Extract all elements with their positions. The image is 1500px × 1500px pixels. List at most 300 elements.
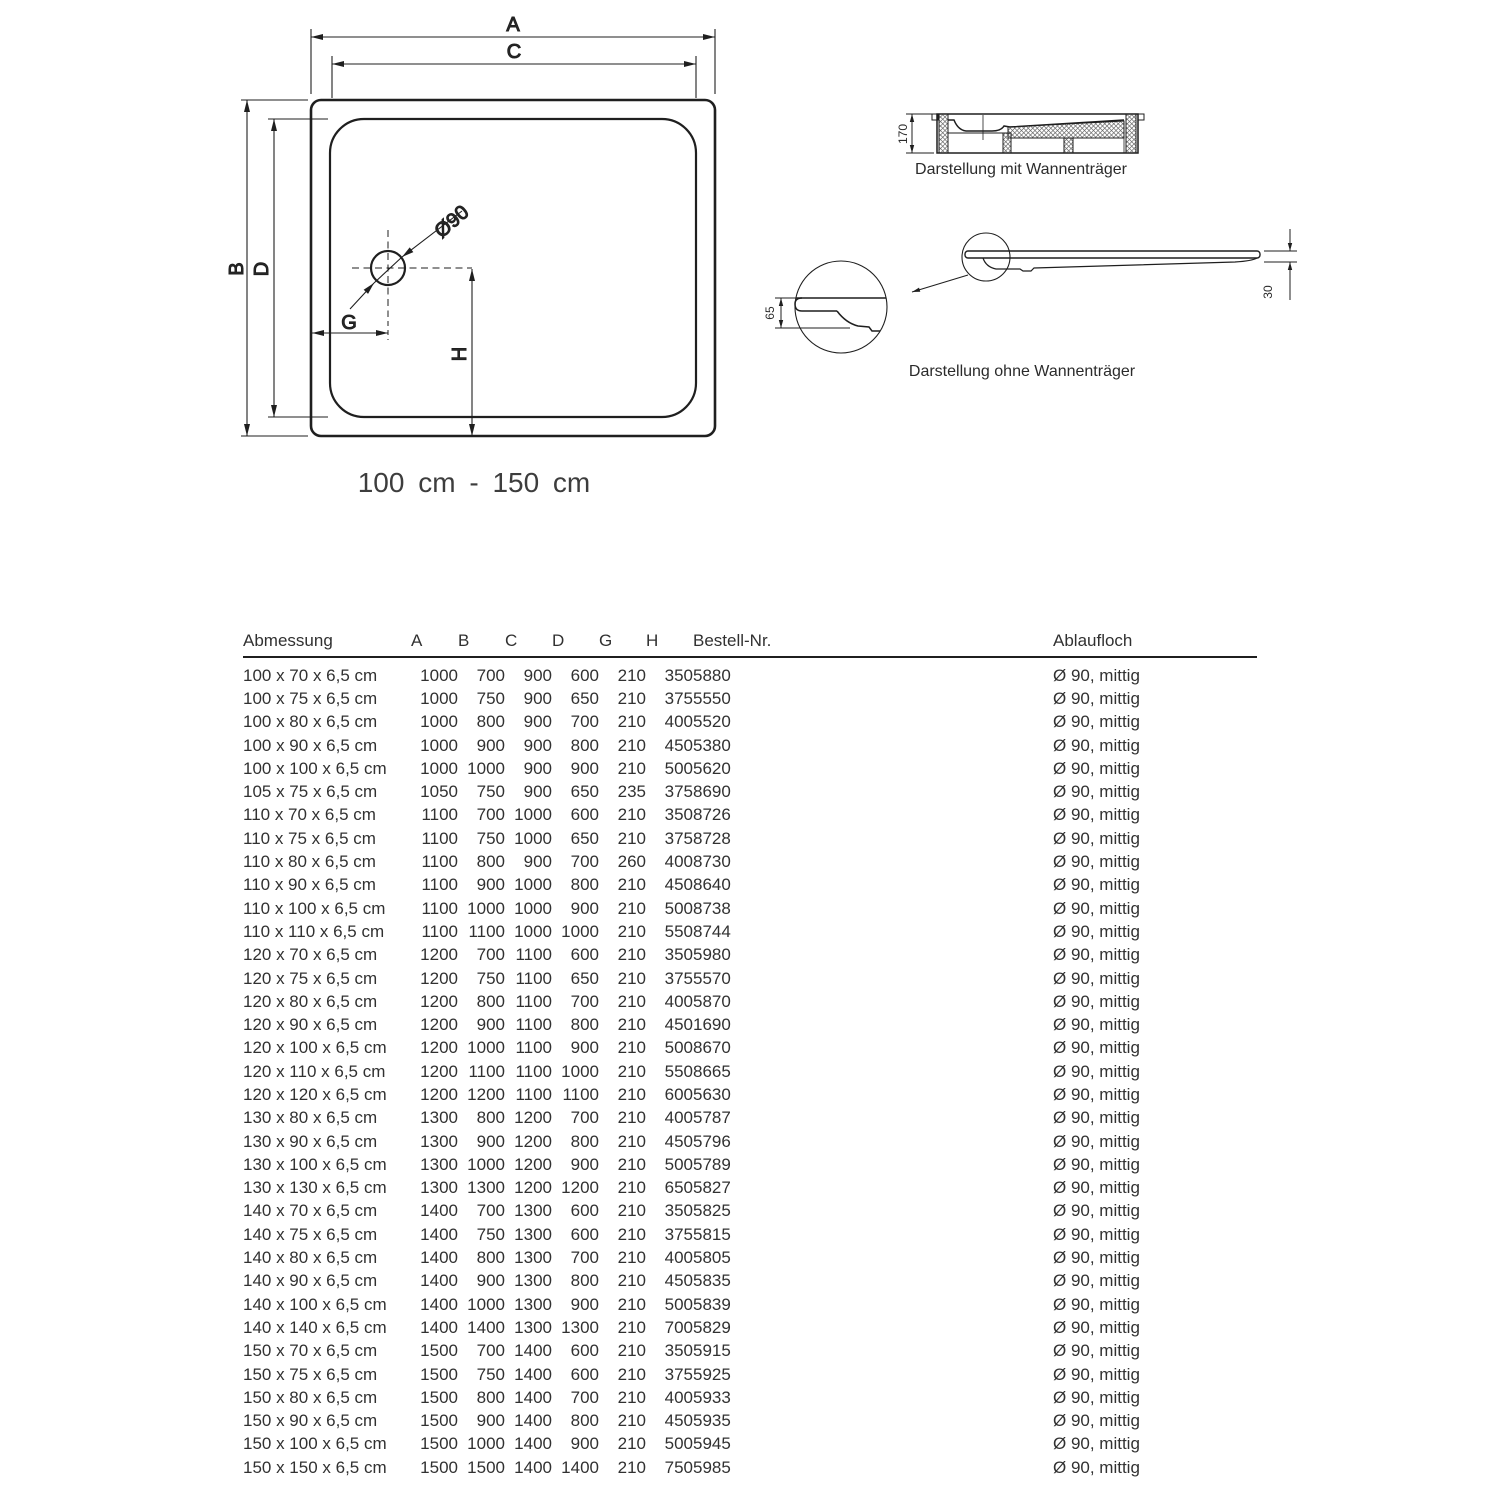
tray-inner-edge	[330, 119, 696, 417]
dim-d-cell: 700	[570, 1248, 599, 1268]
dim-g-cell: 210	[617, 758, 646, 778]
dim-b-cell: 800	[476, 991, 505, 1011]
ablaufloch-cell: Ø 90, mittig	[1053, 1178, 1140, 1198]
dim-h-cell: 500	[664, 1038, 693, 1058]
bestell-nr-cell: 5787	[693, 1108, 731, 1128]
ablaufloch-cell: Ø 90, mittig	[1053, 1038, 1140, 1058]
dim-g-cell: 210	[617, 875, 646, 895]
dim-c-cell: 900	[523, 688, 552, 708]
dim-b-cell: 900	[476, 1411, 505, 1431]
bestell-nr-cell: 5789	[693, 1154, 731, 1174]
ablaufloch-cell: Ø 90, mittig	[1053, 921, 1140, 941]
abmessung-cell: 105 x 75 x 6,5 cm	[243, 782, 378, 802]
dim-b-cell: 1500	[467, 1457, 505, 1477]
ablaufloch-cell: Ø 90, mittig	[1053, 1015, 1140, 1035]
table-row	[243, 850, 1257, 873]
bestell-nr-cell: 5835	[693, 1271, 731, 1291]
dim-h-cell: 450	[664, 735, 693, 755]
table-row	[243, 1340, 1257, 1363]
table-row	[243, 967, 1257, 990]
abmessung-cell: 110 x 80 x 6,5 cm	[243, 852, 376, 872]
support-wall-right	[1126, 114, 1136, 153]
table-row	[243, 687, 1257, 710]
dim-c-cell: 1000	[514, 828, 552, 848]
dim-h-cell: 400	[664, 1387, 693, 1407]
bestell-nr-cell: 5933	[693, 1387, 731, 1407]
dim-a-cell: 1300	[420, 1108, 458, 1128]
dim-d-cell: 900	[570, 1434, 599, 1454]
dim-h-cell: 350	[664, 945, 693, 965]
dim-d-cell: 700	[570, 1108, 599, 1128]
table-row	[243, 1153, 1257, 1176]
dim-c-cell: 1300	[514, 1271, 552, 1291]
dim-b-cell: 800	[476, 1387, 505, 1407]
dim-h-cell: 350	[664, 805, 693, 825]
dim-g-cell: 210	[617, 665, 646, 685]
table-row	[243, 711, 1257, 734]
table-row	[243, 734, 1257, 757]
dim-c-cell: 1400	[514, 1434, 552, 1454]
table-row	[243, 1456, 1257, 1479]
dim-a-cell: 1100	[421, 852, 458, 872]
col-header-ablaufloch: Ablaufloch	[1053, 621, 1257, 657]
ablaufloch-cell: Ø 90, mittig	[1053, 665, 1140, 685]
dim-d-cell: 600	[570, 1364, 599, 1384]
dim-a-cell: 1500	[420, 1411, 458, 1431]
dim-b-cell: 750	[476, 688, 505, 708]
ablaufloch-cell: Ø 90, mittig	[1053, 782, 1140, 802]
dim-d-cell: 1300	[561, 1317, 599, 1337]
ablaufloch-cell: Ø 90, mittig	[1053, 1271, 1140, 1291]
table-row	[243, 897, 1257, 920]
dim-g-cell: 210	[617, 1317, 646, 1337]
detail-leader	[912, 275, 968, 292]
dim-g-cell: 210	[617, 735, 646, 755]
dim-d	[268, 119, 328, 417]
dim-a-cell: 1400	[420, 1248, 458, 1268]
table-row	[243, 1433, 1257, 1456]
bestell-nr-cell: 5985	[693, 1457, 731, 1477]
dim-c-cell: 900	[523, 712, 552, 732]
ablaufloch-cell: Ø 90, mittig	[1053, 1364, 1140, 1384]
ablaufloch-cell: Ø 90, mittig	[1053, 1411, 1140, 1431]
dim-b-cell: 900	[476, 875, 505, 895]
bestell-nr-cell: 8690	[693, 782, 731, 802]
table-row	[243, 1177, 1257, 1200]
dim-b-cell: 1000	[467, 1294, 505, 1314]
table-header-row	[243, 621, 1257, 657]
bestell-nr-cell: 8728	[693, 828, 731, 848]
dim-a-cell: 1400	[420, 1317, 458, 1337]
support-beam	[1008, 121, 1124, 138]
dim-a-cell: 1100	[421, 875, 458, 895]
dim-b-cell: 1400	[467, 1317, 505, 1337]
dim-a-cell: 1000	[420, 665, 458, 685]
dim-d-cell: 1000	[561, 921, 599, 941]
dim-d-cell: 700	[570, 991, 599, 1011]
abmessung-cell: 150 x 75 x 6,5 cm	[243, 1364, 378, 1384]
dim-a-cell: 1400	[420, 1271, 458, 1291]
abmessung-cell: 100 x 75 x 6,5 cm	[243, 688, 378, 708]
dim-65-label: 65	[763, 306, 777, 320]
dim-g-cell: 210	[617, 1084, 646, 1104]
abmessung-cell: 150 x 150 x 6,5 cm	[243, 1457, 387, 1477]
dim-a-cell: 1100	[421, 805, 458, 825]
dim-d-cell: 800	[570, 1015, 599, 1035]
dim-g-cell: 210	[617, 898, 646, 918]
table-row	[243, 920, 1257, 943]
dim-c-cell: 1400	[514, 1341, 552, 1361]
bestell-nr-cell: 5915	[693, 1341, 731, 1361]
dim-h-cell: 450	[664, 1411, 693, 1431]
dim-h-cell: 400	[664, 712, 693, 732]
ablaufloch-cell: Ø 90, mittig	[1053, 991, 1140, 1011]
dim-g-cell: 210	[617, 1154, 646, 1174]
rim-tab-right	[1138, 114, 1144, 120]
dim-a-cell: 1400	[420, 1201, 458, 1221]
abmessung-cell: 120 x 90 x 6,5 cm	[243, 1015, 378, 1035]
table-row	[243, 1107, 1257, 1130]
abmessung-cell: 130 x 90 x 6,5 cm	[243, 1131, 378, 1151]
dim-b-cell: 750	[476, 1364, 505, 1384]
dim-c-cell: 1300	[514, 1248, 552, 1268]
bestell-nr-cell: 5380	[693, 735, 731, 755]
table-row	[243, 1246, 1257, 1269]
ablaufloch-cell: Ø 90, mittig	[1053, 1457, 1140, 1477]
dim-g-cell: 210	[617, 1341, 646, 1361]
dim-b-cell: 1000	[467, 758, 505, 778]
ablaufloch-cell: Ø 90, mittig	[1053, 1387, 1140, 1407]
dim-b-label: B	[226, 262, 248, 276]
dim-c-cell: 1200	[514, 1178, 552, 1198]
dim-170	[906, 114, 934, 153]
dim-b-cell: 1000	[467, 1434, 505, 1454]
table-row	[243, 1200, 1257, 1223]
dim-h-cell: 350	[664, 665, 693, 685]
dim-g-cell: 210	[617, 945, 646, 965]
dim-h-cell: 350	[664, 1201, 693, 1221]
dim-h-cell: 400	[664, 1248, 693, 1268]
support-leg-left	[1003, 133, 1011, 153]
dim-h-cell: 375	[664, 782, 693, 802]
dim-c-cell: 1100	[515, 1084, 552, 1104]
section-without-support	[775, 229, 1297, 353]
dim-g-cell: 210	[617, 1038, 646, 1058]
abmessung-cell: 130 x 100 x 6,5 cm	[243, 1154, 387, 1174]
dim-c-label: C	[506, 41, 522, 63]
ablaufloch-cell: Ø 90, mittig	[1053, 1084, 1140, 1104]
dim-b-cell: 1000	[467, 1038, 505, 1058]
abmessung-cell: 110 x 90 x 6,5 cm	[243, 875, 376, 895]
table-row	[243, 827, 1257, 850]
dim-c-cell: 900	[523, 665, 552, 685]
dim-30-label: 30	[1261, 285, 1275, 299]
technical-drawings	[0, 0, 1500, 600]
dim-g-cell: 210	[617, 1294, 646, 1314]
dim-g-cell: 210	[617, 1411, 646, 1431]
dim-a-cell: 1050	[420, 782, 458, 802]
abmessung-cell: 110 x 110 x 6,5 cm	[243, 921, 385, 941]
dim-h-cell: 375	[664, 828, 693, 848]
dim-b-cell: 1200	[467, 1084, 505, 1104]
table-row	[243, 1363, 1257, 1386]
table-row	[243, 1083, 1257, 1106]
ablaufloch-cell: Ø 90, mittig	[1053, 852, 1140, 872]
dim-g-cell: 260	[617, 852, 646, 872]
dim-c-cell: 1200	[514, 1154, 552, 1174]
dim-a-cell: 1200	[420, 1015, 458, 1035]
dim-h-label: H	[449, 346, 471, 362]
abmessung-cell: 150 x 90 x 6,5 cm	[243, 1411, 378, 1431]
dim-c-cell: 1400	[514, 1457, 552, 1477]
dim-c-cell: 1400	[514, 1364, 552, 1384]
dim-c-cell: 1200	[514, 1131, 552, 1151]
bestell-nr-cell: 5870	[693, 991, 731, 1011]
dim-a-cell: 1200	[420, 1084, 458, 1104]
abmessung-cell: 120 x 80 x 6,5 cm	[243, 991, 378, 1011]
dim-b-cell: 700	[476, 1201, 505, 1221]
table-row	[243, 657, 1257, 687]
abmessung-cell: 140 x 90 x 6,5 cm	[243, 1271, 378, 1291]
dim-a-cell: 1300	[420, 1178, 458, 1198]
bestell-nr-cell: 5925	[693, 1364, 731, 1384]
dim-g-cell: 210	[617, 921, 646, 941]
col-header-h: H	[646, 621, 693, 657]
dim-d-cell: 900	[570, 1154, 599, 1174]
bestell-nr-cell: 5815	[693, 1224, 731, 1244]
dim-a-cell: 1400	[420, 1294, 458, 1314]
table-row	[243, 1270, 1257, 1293]
dim-a-label: A	[506, 14, 520, 36]
table-row	[243, 1316, 1257, 1339]
ablaufloch-cell: Ø 90, mittig	[1053, 735, 1140, 755]
dim-a-cell: 1000	[420, 712, 458, 732]
dim-c-cell: 1300	[514, 1224, 552, 1244]
dim-c-cell: 900	[523, 735, 552, 755]
dim-c-cell: 1100	[515, 945, 552, 965]
dim-b-cell: 700	[476, 805, 505, 825]
dim-a-cell: 1000	[420, 735, 458, 755]
dim-c-cell: 1000	[514, 921, 552, 941]
abmessung-cell: 140 x 70 x 6,5 cm	[243, 1201, 378, 1221]
support-wall-left	[939, 114, 948, 153]
dim-b-cell: 800	[476, 852, 505, 872]
detail-zoom	[775, 261, 887, 353]
dim-b-cell: 750	[476, 1224, 505, 1244]
bestell-nr-cell: 1690	[693, 1015, 731, 1035]
dim-g-cell: 210	[617, 688, 646, 708]
tray-side-underside	[983, 258, 1257, 271]
bestell-nr-cell: 8670	[693, 1038, 731, 1058]
dim-d-cell: 600	[570, 1224, 599, 1244]
ablaufloch-cell: Ø 90, mittig	[1053, 1154, 1140, 1174]
table-body	[243, 657, 1257, 1479]
dim-b-cell: 900	[476, 735, 505, 755]
dim-b-cell: 1100	[468, 921, 505, 941]
dim-d-cell: 900	[570, 898, 599, 918]
abmessung-cell: 120 x 120 x 6,5 cm	[243, 1084, 387, 1104]
dim-c-cell: 1100	[515, 968, 552, 988]
dim-c-cell: 1300	[514, 1317, 552, 1337]
bestell-nr-cell: 8744	[693, 921, 731, 941]
dim-a-cell: 1500	[420, 1364, 458, 1384]
bestell-nr-cell: 5880	[693, 665, 731, 685]
dim-d-cell: 600	[570, 665, 599, 685]
abmessung-cell: 100 x 100 x 6,5 cm	[243, 758, 387, 778]
abmessung-cell: 150 x 70 x 6,5 cm	[243, 1341, 378, 1361]
abmessung-cell: 140 x 100 x 6,5 cm	[243, 1294, 387, 1314]
bestell-nr-cell: 5570	[693, 968, 731, 988]
bestell-nr-cell: 5945	[693, 1434, 731, 1454]
dim-g-cell: 210	[617, 1457, 646, 1477]
section-with-support	[906, 114, 1144, 153]
table-row	[243, 1013, 1257, 1036]
dim-g-cell: 210	[617, 1364, 646, 1384]
dim-b-cell: 700	[476, 665, 505, 685]
table-row	[243, 1223, 1257, 1246]
dim-c-cell: 900	[523, 782, 552, 802]
col-header-abmessung: Abmessung	[243, 621, 411, 657]
dim-g-cell: 210	[617, 1201, 646, 1221]
table-row	[243, 1130, 1257, 1153]
dim-h-cell: 375	[664, 1224, 693, 1244]
dim-170-label: 170	[896, 123, 910, 145]
abmessung-cell: 120 x 110 x 6,5 cm	[243, 1061, 386, 1081]
caption-with-support: Darstellung mit Wannenträger	[915, 161, 1127, 178]
dim-c-cell: 1100	[515, 991, 552, 1011]
abmessung-cell: 130 x 130 x 6,5 cm	[243, 1178, 387, 1198]
dim-h-cell: 400	[664, 852, 693, 872]
dim-d-cell: 1400	[561, 1457, 599, 1477]
dim-a-cell: 1200	[420, 991, 458, 1011]
dim-a-cell: 1200	[420, 945, 458, 965]
dim-h-cell: 450	[664, 1131, 693, 1151]
col-header-a: A	[411, 621, 458, 657]
bestell-nr-cell: 8738	[693, 898, 731, 918]
dim-b-cell: 750	[476, 828, 505, 848]
dim-d-cell: 600	[570, 1341, 599, 1361]
dim-d-cell: 650	[570, 688, 599, 708]
dim-b-cell: 1100	[468, 1061, 505, 1081]
dim-c-cell: 1100	[515, 1015, 552, 1035]
dim-b-cell: 1000	[467, 1154, 505, 1174]
ablaufloch-cell: Ø 90, mittig	[1053, 1317, 1140, 1337]
ablaufloch-cell: Ø 90, mittig	[1053, 688, 1140, 708]
dim-d-cell: 1100	[562, 1084, 599, 1104]
dim-b-cell: 700	[476, 945, 505, 965]
dim-d-cell: 900	[570, 1038, 599, 1058]
ablaufloch-cell: Ø 90, mittig	[1053, 1248, 1140, 1268]
dim-d-label: D	[251, 261, 273, 277]
dim-c-cell: 1000	[514, 805, 552, 825]
ablaufloch-cell: Ø 90, mittig	[1053, 898, 1140, 918]
dim-d-cell: 650	[570, 968, 599, 988]
dim-c-cell: 1000	[514, 875, 552, 895]
support-leg-middle	[1064, 138, 1073, 153]
abmessung-cell: 140 x 80 x 6,5 cm	[243, 1248, 378, 1268]
ablaufloch-cell: Ø 90, mittig	[1053, 1108, 1140, 1128]
dim-c-cell: 1400	[514, 1411, 552, 1431]
dim-d-cell: 700	[570, 852, 599, 872]
dim-b-cell: 800	[476, 712, 505, 732]
bestell-nr-cell: 8665	[693, 1061, 731, 1081]
dim-h-cell: 600	[664, 1084, 693, 1104]
bestell-nr-cell: 5796	[693, 1131, 731, 1151]
tray-top-view	[226, 14, 715, 436]
dim-b-cell: 900	[476, 1271, 505, 1291]
table-row	[243, 874, 1257, 897]
dim-c-cell: 1200	[514, 1108, 552, 1128]
bestell-nr-cell: 5620	[693, 758, 731, 778]
dim-b-cell: 900	[476, 1131, 505, 1151]
abmessung-cell: 120 x 75 x 6,5 cm	[243, 968, 378, 988]
ablaufloch-cell: Ø 90, mittig	[1053, 1434, 1140, 1454]
dim-h-cell: 500	[664, 898, 693, 918]
ablaufloch-cell: Ø 90, mittig	[1053, 945, 1140, 965]
dim-g-cell: 210	[617, 1131, 646, 1151]
dim-d-cell: 1200	[561, 1178, 599, 1198]
dim-c-cell: 1400	[514, 1387, 552, 1407]
dim-d-cell: 1000	[561, 1061, 599, 1081]
dim-a-cell: 1100	[421, 921, 458, 941]
dim-a-cell: 1500	[420, 1457, 458, 1477]
table-row	[243, 1060, 1257, 1083]
dim-h-cell: 650	[664, 1178, 693, 1198]
dim-h-cell: 450	[664, 875, 693, 895]
dim-a-cell: 1100	[421, 898, 458, 918]
abmessung-cell: 150 x 80 x 6,5 cm	[243, 1387, 378, 1407]
abmessung-cell: 110 x 70 x 6,5 cm	[243, 805, 376, 825]
dim-a-cell: 1200	[420, 1038, 458, 1058]
abmessung-cell: 120 x 100 x 6,5 cm	[243, 1038, 387, 1058]
ablaufloch-cell: Ø 90, mittig	[1053, 805, 1140, 825]
table-row	[243, 780, 1257, 803]
dim-g-cell: 210	[617, 828, 646, 848]
abmessung-cell: 100 x 90 x 6,5 cm	[243, 735, 378, 755]
dim-c-cell: 1000	[514, 898, 552, 918]
dim-d-cell: 600	[570, 1201, 599, 1221]
bestell-nr-cell: 5829	[693, 1317, 731, 1337]
ablaufloch-cell: Ø 90, mittig	[1053, 1061, 1140, 1081]
ablaufloch-cell: Ø 90, mittig	[1053, 828, 1140, 848]
dimension-table	[243, 621, 1257, 1479]
ablaufloch-cell: Ø 90, mittig	[1053, 1341, 1140, 1361]
dim-h-cell: 500	[664, 1294, 693, 1314]
dim-c-cell: 1100	[515, 1038, 552, 1058]
dim-b-cell: 800	[476, 1108, 505, 1128]
dim-d-cell: 900	[570, 758, 599, 778]
dim-a-cell: 1200	[420, 1061, 458, 1081]
abmessung-cell: 130 x 80 x 6,5 cm	[243, 1108, 378, 1128]
ablaufloch-cell: Ø 90, mittig	[1053, 1294, 1140, 1314]
dim-d-cell: 800	[570, 1131, 599, 1151]
dim-c-cell: 1300	[514, 1201, 552, 1221]
col-header-bestell-nr: Bestell-Nr.	[693, 621, 1053, 657]
table-row	[243, 1410, 1257, 1433]
ablaufloch-cell: Ø 90, mittig	[1053, 1131, 1140, 1151]
dim-h-cell: 750	[664, 1457, 693, 1477]
drain-diameter-label: Ø90	[430, 201, 474, 243]
dim-h-cell: 350	[664, 1341, 693, 1361]
dim-g-cell: 235	[617, 782, 646, 802]
ablaufloch-cell: Ø 90, mittig	[1053, 1224, 1140, 1244]
dim-h-cell: 375	[664, 1364, 693, 1384]
dim-h-cell: 550	[664, 1061, 693, 1081]
dim-c-cell: 1300	[514, 1294, 552, 1314]
dim-c-cell: 900	[523, 852, 552, 872]
dim-a-cell: 1200	[420, 968, 458, 988]
dim-g-cell: 210	[617, 712, 646, 732]
